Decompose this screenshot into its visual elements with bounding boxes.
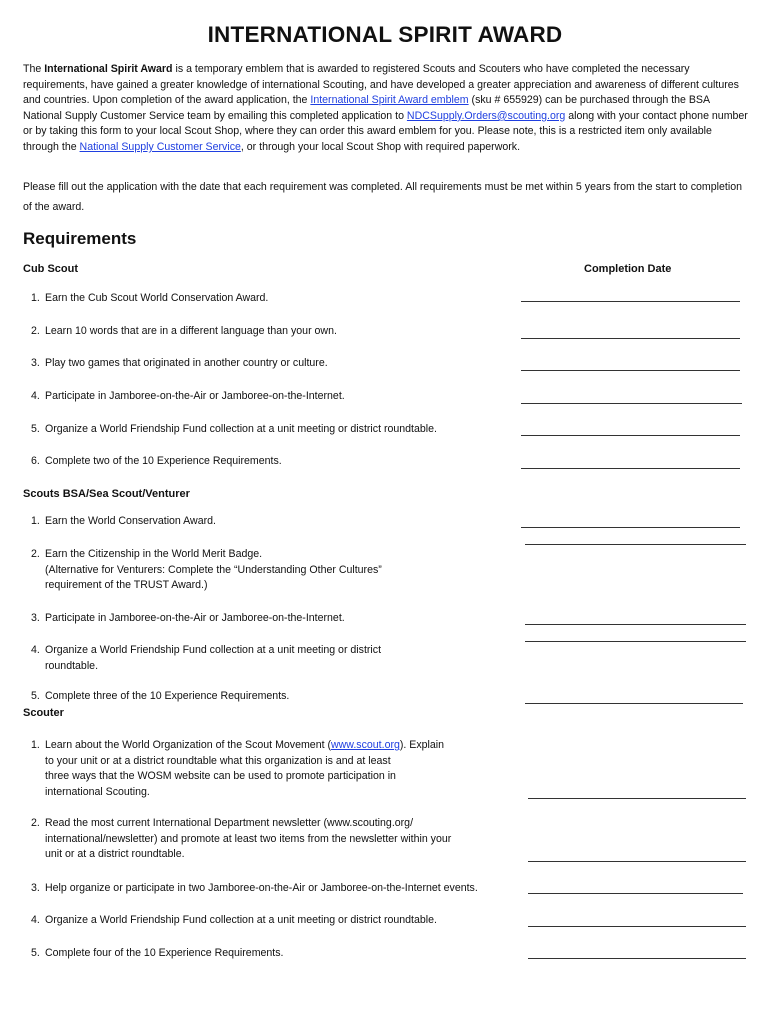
intro-text-b: is a temporary emblem that is awarded to registered Scouts and Scouters who have completed the necessary requirements, have gained a greater knowledge of international Scouting, and have developed a greater appreciation and awareness of different cultures and countries. Upon completion of the award application, the (23, 63, 739, 107)
requirement-text: Earn the Citizenship in the World Merit Badge. (45, 548, 263, 560)
requirement-text: Learn 10 words that are in a different language than your own. (45, 325, 337, 337)
cub-requirement-3 (31, 356, 521, 372)
emblem-link[interactable]: International Spirit Award emblem (310, 94, 469, 107)
scouts-bsa-heading: Scouts BSA/Sea Scout/Venturer (23, 488, 190, 500)
scouter-requirement-2 (31, 816, 521, 863)
scouts-date-line-1[interactable] (521, 527, 740, 528)
requirement-text-line-4: international Scouting. (45, 785, 150, 798)
scouter-requirement-3 (31, 881, 531, 897)
requirement-text: Earn the World Conservation Award. (45, 515, 216, 527)
cub-requirement-5 (31, 422, 521, 438)
page-title: INTERNATIONAL SPIRIT AWARD (207, 22, 563, 47)
cub-requirement-2 (31, 324, 521, 340)
requirement-number: 2. (31, 817, 40, 829)
cub-date-line-5[interactable] (521, 435, 740, 436)
requirement-number: 4. (31, 644, 40, 656)
cub-date-line-1[interactable] (521, 301, 740, 302)
requirement-number: 2. (31, 325, 40, 337)
intro-text-a: The (23, 63, 45, 75)
completion-date-heading: Completion Date (584, 263, 672, 275)
scouter-requirement-1 (31, 738, 521, 800)
requirement-number: 3. (31, 357, 40, 369)
requirement-text-line-3: three ways that the WOSM website can be used to promote participation in (45, 770, 396, 783)
requirement-text-line-2: roundtable. (45, 659, 99, 672)
scouter-date-line-1[interactable] (528, 798, 746, 799)
requirement-text: Read the most current International Department newsletter (www.scouting.org/ (45, 817, 414, 829)
cub-date-line-4[interactable] (521, 403, 742, 404)
requirement-number: 1. (31, 515, 40, 527)
requirement-text: Learn about the World Organization of the Scout Movement ( (45, 739, 331, 751)
requirement-number: 5. (31, 690, 40, 702)
requirement-number: 3. (31, 612, 40, 624)
requirement-text: Participate in Jamboree-on-the-Air or Jamboree-on-the-Internet. (45, 612, 345, 624)
requirement-text: Earn the Cub Scout World Conservation Award. (45, 292, 269, 304)
scouts-date-line-2[interactable] (525, 544, 746, 545)
cub-requirement-1 (31, 291, 521, 307)
requirement-number: 4. (31, 914, 40, 926)
scouter-date-line-4[interactable] (528, 926, 746, 927)
instructions-note: Please fill out the application with the date that each requirement was completed. All requirements must be met within 5 years from the start to completion of the award. (23, 181, 742, 213)
intro-paragraph (23, 62, 748, 156)
cub-date-line-3[interactable] (521, 370, 740, 371)
cub-requirement-4 (31, 389, 521, 405)
requirement-text-line-2: (Alternative for Venturers: Complete the “Understanding Other Cultures” (45, 563, 382, 576)
scouter-requirement-5 (31, 946, 521, 962)
scouter-heading: Scouter (23, 707, 64, 719)
customer-service-link[interactable]: National Supply Customer Service (79, 140, 241, 153)
scouter-date-line-2[interactable] (528, 861, 746, 862)
requirement-text-line-3: unit or at a district roundtable. (45, 848, 185, 861)
requirement-text: Organize a World Friendship Fund collection at a unit meeting or district roundtable. (45, 423, 437, 435)
scouts-date-line-3[interactable] (525, 624, 746, 625)
requirement-number: 5. (31, 423, 40, 435)
requirement-number: 2. (31, 548, 40, 560)
scouter-date-line-5[interactable] (528, 958, 746, 959)
requirements-heading: Requirements (23, 229, 137, 248)
requirement-number: 1. (31, 739, 40, 751)
cub-scout-heading: Cub Scout (23, 263, 78, 275)
requirement-text: Complete three of the 10 Experience Requirements. (45, 690, 290, 702)
requirement-text: Play two games that originated in another country or culture. (45, 357, 328, 369)
scouts-requirement-3 (31, 611, 521, 627)
requirement-text: Organize a World Friendship Fund collection at a unit meeting or district roundtable. (45, 914, 437, 926)
requirement-text-line-2: to your unit or at a district roundtable what this organization is and at least (45, 754, 391, 767)
scouts-requirement-5 (31, 689, 521, 705)
requirement-text: Complete four of the 10 Experience Requirements. (45, 947, 284, 959)
requirement-text-line-3: requirement of the TRUST Award.) (45, 579, 208, 592)
scouts-date-line-5[interactable] (525, 703, 743, 704)
scouter-date-line-3[interactable] (528, 893, 743, 894)
intro-text-c: (sku # 655929) can be purchased through the BSA National Supply Customer Service team by emailing this completed application to (23, 94, 710, 122)
scouter-requirement-4 (31, 913, 521, 929)
intro-award-name: International Spirit Award (44, 63, 173, 75)
requirement-text: Participate in Jamboree-on-the-Air or Jamboree-on-the-Internet. (45, 390, 345, 402)
requirement-number: 3. (31, 882, 40, 894)
email-link[interactable]: NDCSupply.Orders@scouting.org (406, 109, 566, 122)
requirement-text: Help organize or participate in two Jamboree-on-the-Air or Jamboree-on-the-Internet events. (45, 882, 478, 894)
requirement-text: Organize a World Friendship Fund collection at a unit meeting or district (45, 644, 382, 656)
intro-text-e: , or through your local Scout Shop with required paperwork. (240, 140, 521, 153)
scouts-date-line-4[interactable] (525, 641, 746, 642)
requirement-text: Complete two of the 10 Experience Requirements. (45, 455, 282, 467)
cub-date-line-2[interactable] (521, 338, 740, 339)
intro-text-d: along with your contact phone number or by taking this form to your local Scout Shop, where they can order this award emblem for you. Please note, this is a restricted item only available through the (23, 109, 748, 153)
requirement-text-b: ). Explain (399, 739, 445, 751)
cub-date-line-6[interactable] (521, 468, 740, 469)
requirement-number: 5. (31, 947, 40, 959)
scouts-requirement-4 (31, 643, 521, 674)
requirement-number: 1. (31, 292, 40, 304)
scouts-requirement-1 (31, 514, 521, 530)
wosm-link[interactable]: www.scout.org (331, 739, 400, 751)
scouts-requirement-2 (31, 547, 521, 594)
requirement-number: 4. (31, 390, 40, 402)
cub-requirement-6 (31, 454, 521, 470)
requirement-number: 6. (31, 455, 40, 467)
requirement-text-line-2: international/newsletter) and promote at least two items from the newsletter within your (45, 832, 452, 845)
